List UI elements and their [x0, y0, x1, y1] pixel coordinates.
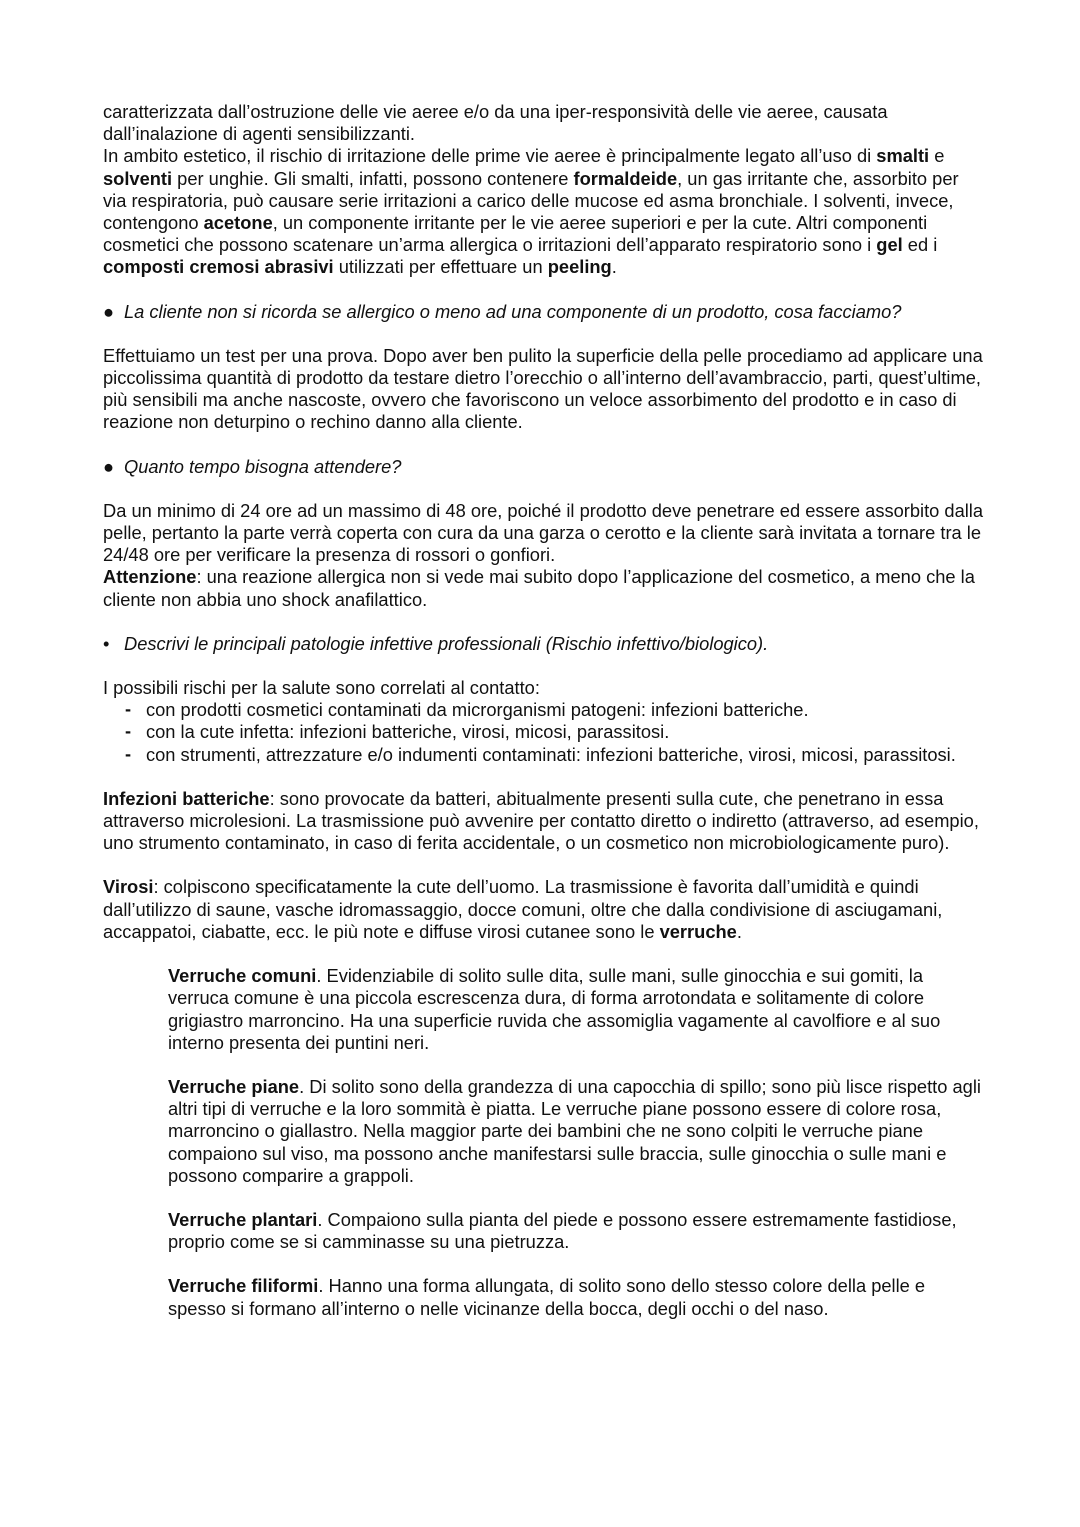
intro-paragraph: In ambito estetico, il rischio di irritazione delle prime vie aeree è principalmente legato all’uso di smalti e solventi per unghie. Gli smalti, infatti, possono contenere formaldeide, un gas irritante che, assorbito per via respiratoria, può causare serie irritazioni a carico delle mucose ed asma bronchiale. I solventi, invece, contengono acetone, un componente irritante per le vie aeree superiori e per la cute. Altri componenti cosmetici che possono scatenare un’arma allergica o irritazioni dell’apparato respiratorio sono i gel ed i composti cremosi abrasivi utilizzati per effettuare un peeling. [103, 145, 959, 278]
dash-icon: - [125, 698, 132, 720]
question-wait-time: ● Quanto tempo bisogna attendere? [103, 455, 402, 477]
answer-allergy: Effettuiamo un test per una prova. Dopo aver ben pulito la superficie della pelle procediamo ad applicare una piccolissima quantità di prodotto da testare dietro l’orecchio o all’interno dell’avambraccio, parti, quest’ultime, più sensibili ma anche nascoste, ovvero che favoriscono un veloce assorbimento del prodotto e in caso di reazione non deturpino o rechino danno alla cliente. [103, 344, 983, 433]
risks-intro: I possibili rischi per la salute sono correlati al contatto: [103, 677, 540, 699]
wart-filiform: Verruche filiformi. Hanno una forma allungata, di solito sono dello stesso colore della pelle e spesso si formano all’interno o nelle vicinanze della bocca, degli occhi o del naso. [168, 1275, 926, 1319]
viral-infections: Virosi: colpiscono specificatamente la cute dell’uomo. La trasmissione è favorita dall’umidità e quindi dall’utilizzo di saune, vasche idromassaggio, docce comuni, oltre che dalla condivisione di asciugamani, accappatoi, ciabatte, ecc. le più note e diffuse virosi cutanee sono le verruche. [103, 876, 943, 942]
bullet-icon: ● [103, 300, 115, 322]
question-infectious: • Descrivi le principali patologie infettive professionali (Rischio infettivo/biologico). [103, 632, 769, 654]
bacterial-infections: Infezioni batteriche: sono provocate da batteri, abitualmente presenti sulla cute, che penetrano in essa attraverso microlesioni. La trasmissione può avvenire per contatto diretto o indiretto (attraverso, ad esempio, uno strumento contaminato, in caso di ferita accidentale, o un cosmetico non microbiologicamente puro). [103, 787, 979, 854]
dash-icon: - [125, 720, 132, 742]
wart-common: Verruche comuni. Evidenziabile di solito sulle dita, sulle mani, sulle ginocchia e sui gomiti, la verruca comune è una piccola escrescenza dura, di forma arrotondata e solitamente di colore grigiastro marroncino. Ha una superficie ruvida che assomiglia vagamente al cavolfiore e al suo interno presenta dei puntini neri. [168, 965, 941, 1053]
wart-plantar: Verruche plantari. Compaiono sulla pianta del piede e possono essere estremamente fastidiose, proprio come se si camminasse su una pietruzza. [168, 1208, 957, 1253]
bullet-icon: • [103, 632, 110, 654]
intro-line: caratterizzata dall’ostruzione delle vie aeree e/o da una iper-responsività delle vie aeree, causata dall’inalazione di agenti sensibilizzanti. [103, 101, 888, 145]
list-item: - con la cute infetta: infezioni batteriche, virosi, micosi, parassitosi. [125, 720, 670, 743]
note-attention: Attenzione: una reazione allergica non si vede mai subito dopo l’applicazione del cosmetico, a meno che la cliente non abbia uno shock anafilattico. [103, 566, 975, 610]
dash-icon: - [125, 742, 132, 764]
bullet-icon: ● [103, 455, 115, 477]
wart-flat: Verruche piane. Di solito sono della grandezza di una capocchia di spillo; sono più lisce rispetto agli altri tipi di verruche e la loro sommità è piatta. Le verruche piane possono essere di colore rosa, marroncino o giallastro. Nella maggior parte dei bambini che ne sono colpiti le verruche piane compaiono sul viso, ma possono anche manifestarsi sulle braccia, sulle ginocchia o sulle mani e possono comparire a grappoli. [168, 1075, 981, 1186]
answer-wait-time: Da un minimo di 24 ore ad un massimo di 48 ore, poiché il prodotto deve penetrare ed essere assorbito dalla pelle, pertanto la parte verrà coperta con cura da una garza o cerotto e la cliente sarà invitata a tornare tra le 24/48 ore per verificare la presenza di rossori o gonfiori. [103, 499, 984, 566]
question-allergy: ● La cliente non si ricorda se allergico o meno ad una componente di un prodotto, cosa facciamo? [103, 300, 902, 322]
risks-list [103, 699, 984, 766]
list-item: - con strumenti, attrezzature e/o indumenti contaminati: infezioni batteriche, virosi, micosi, parassitosi. [125, 742, 956, 765]
list-item: - con prodotti cosmetici contaminati da microrganismi patogeni: infezioni batteriche. [125, 698, 809, 721]
